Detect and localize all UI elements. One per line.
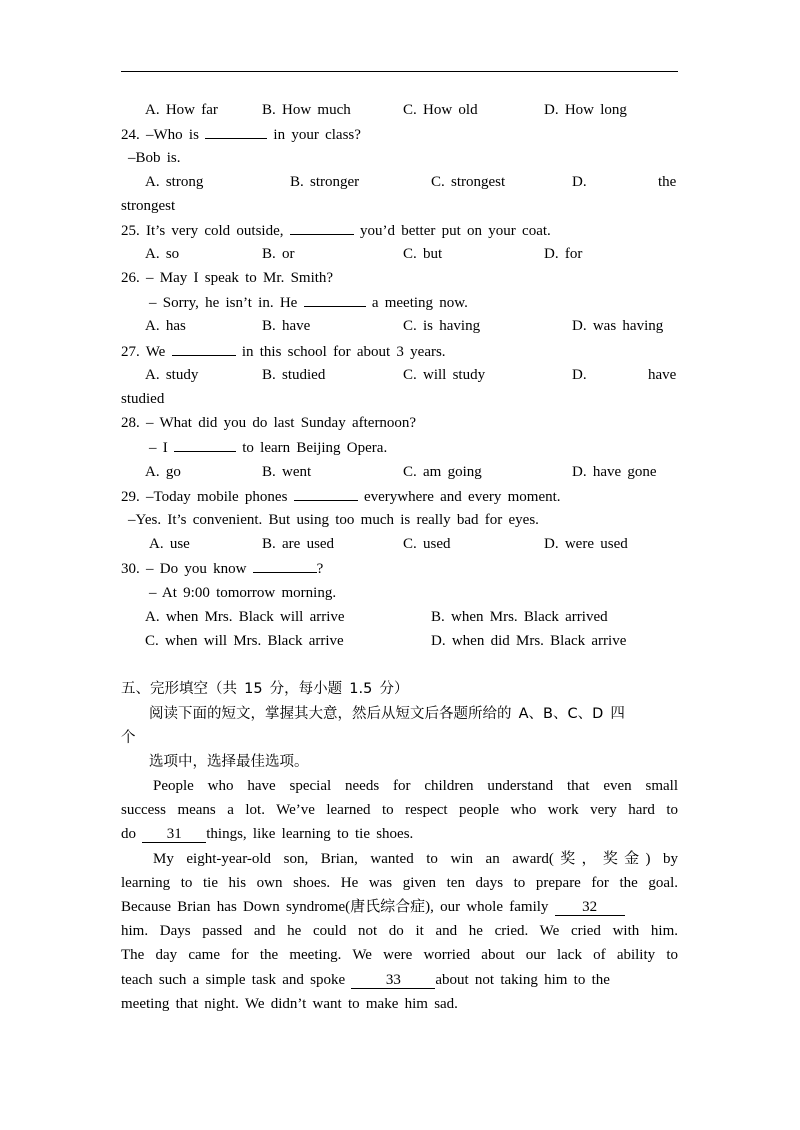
q24-option-d-word: the <box>658 174 677 190</box>
section-instruction-2: 选项中，选择最佳选项。 <box>149 754 309 770</box>
q30-option-c: C. when will Mrs. Black arrive <box>145 633 344 649</box>
header-rule <box>121 71 678 72</box>
q28-option-a: A. go <box>145 464 181 480</box>
passage-line: My eight-year-old son, Brian, wanted to win an award(奖，奖金) by <box>153 851 678 867</box>
q29-option-c: C. used <box>403 536 451 552</box>
q28-option-b: B. went <box>262 464 312 480</box>
section-instruction-wrap: 个 <box>121 730 136 746</box>
q26-option-c: C. is having <box>403 318 481 334</box>
q25-option-b: B. or <box>262 246 295 262</box>
q25-option-d: D. for <box>544 246 583 262</box>
blank-31: 31 <box>142 827 206 843</box>
q24-option-b: B. stronger <box>290 174 360 190</box>
blank-33: 33 <box>351 973 435 989</box>
section-instruction: 阅读下面的短文，掌握其大意，然后从短文后各题所给的 A、B、C、D 四 <box>149 706 625 722</box>
q27-option-d: D. <box>572 367 587 383</box>
q27-blank <box>172 341 236 356</box>
q30-blank <box>253 558 317 573</box>
passage-line: him. Days passed and he could not do it and he cried. We cried with him. <box>121 923 678 939</box>
q29-option-b: B. are used <box>262 536 335 552</box>
q28-line2: – I to learn Beijing Opera. <box>149 437 387 458</box>
q26-blank <box>304 292 366 307</box>
q29-blank <box>294 486 358 501</box>
q25-option-a: A. so <box>145 246 180 262</box>
q27-option-c: C. will study <box>403 367 486 383</box>
q24-answer: –Bob is. <box>128 150 181 166</box>
q27-option-d-word: have <box>648 367 677 383</box>
q26-line2: – Sorry, he isn’t in. He a meeting now. <box>149 292 468 313</box>
passage-line: meeting that night. We didn’t want to make him sad. <box>121 996 458 1012</box>
passage-line: People who have special needs for children understand that even small <box>153 778 678 794</box>
passage-line: The day came for the meeting. We were worried about our lack of ability to <box>121 947 678 963</box>
q23-option-b: B. How much <box>262 102 351 118</box>
q26-option-b: B. have <box>262 318 311 334</box>
q26-stem: 26. – May I speak to Mr. Smith? <box>121 270 334 286</box>
passage-line: do 31 things, like learning to tie shoes. <box>121 826 414 842</box>
q29-option-a: A. use <box>149 536 190 552</box>
passage-line: teach such a simple task and spoke 33 about not taking him to the <box>121 972 610 988</box>
q30-stem: 30. – Do you know ? <box>121 558 681 579</box>
q25-option-c: C. but <box>403 246 443 262</box>
q27-stem: 27. We in this school for about 3 years. <box>121 341 681 362</box>
q24-option-c: C. strongest <box>431 174 506 190</box>
blank-32: 32 <box>555 900 625 916</box>
q30-option-b: B. when Mrs. Black arrived <box>431 609 608 625</box>
q30-option-a: A. when Mrs. Black will arrive <box>145 609 345 625</box>
passage-line: Because Brian has Down syndrome(唐氏综合症), our whole family 32 <box>121 897 681 917</box>
q24-option-a: A. strong <box>145 174 204 190</box>
q26-option-d: D. was having <box>572 318 664 334</box>
q30-option-d: D. when did Mrs. Black arrive <box>431 633 627 649</box>
q30-answer: – At 9:00 tomorrow morning. <box>149 585 337 601</box>
q23-option-d: D. How long <box>544 102 627 118</box>
passage-line: learning to tie his own shoes. He was given ten days to prepare for the goal. <box>121 875 678 891</box>
passage-line: success means a lot. We’ve learned to respect people who work very hard to <box>121 802 678 818</box>
q23-option-a: A. How far <box>145 102 218 118</box>
q25-stem: 25. It’s very cold outside, you’d better put on your coat. <box>121 220 681 241</box>
q29-stem: 29. –Today mobile phones everywhere and every moment. <box>121 486 681 507</box>
q27-option-d-wrap: studied <box>121 391 165 407</box>
q27-option-a: A. study <box>145 367 199 383</box>
q23-option-c: C. How old <box>403 102 478 118</box>
q26-option-a: A. has <box>145 318 186 334</box>
q28-option-d: D. have gone <box>572 464 657 480</box>
section-title: 五、完形填空（共 15 分，每小题 1.5 分） <box>121 681 409 697</box>
q25-blank <box>290 220 354 235</box>
q28-blank <box>174 437 236 452</box>
q24-option-d-wrap: strongest <box>121 198 176 214</box>
q29-option-d: D. were used <box>544 536 628 552</box>
q24-option-d: D. <box>572 174 587 190</box>
q28-stem: 28. – What did you do last Sunday afternoon? <box>121 415 417 431</box>
q27-option-b: B. studied <box>262 367 326 383</box>
q24-stem: 24. –Who is in your class? <box>121 124 681 145</box>
q24-blank <box>205 124 267 139</box>
q29-answer: –Yes. It’s convenient. But using too much is really bad for eyes. <box>128 512 539 528</box>
q28-option-c: C. am going <box>403 464 482 480</box>
